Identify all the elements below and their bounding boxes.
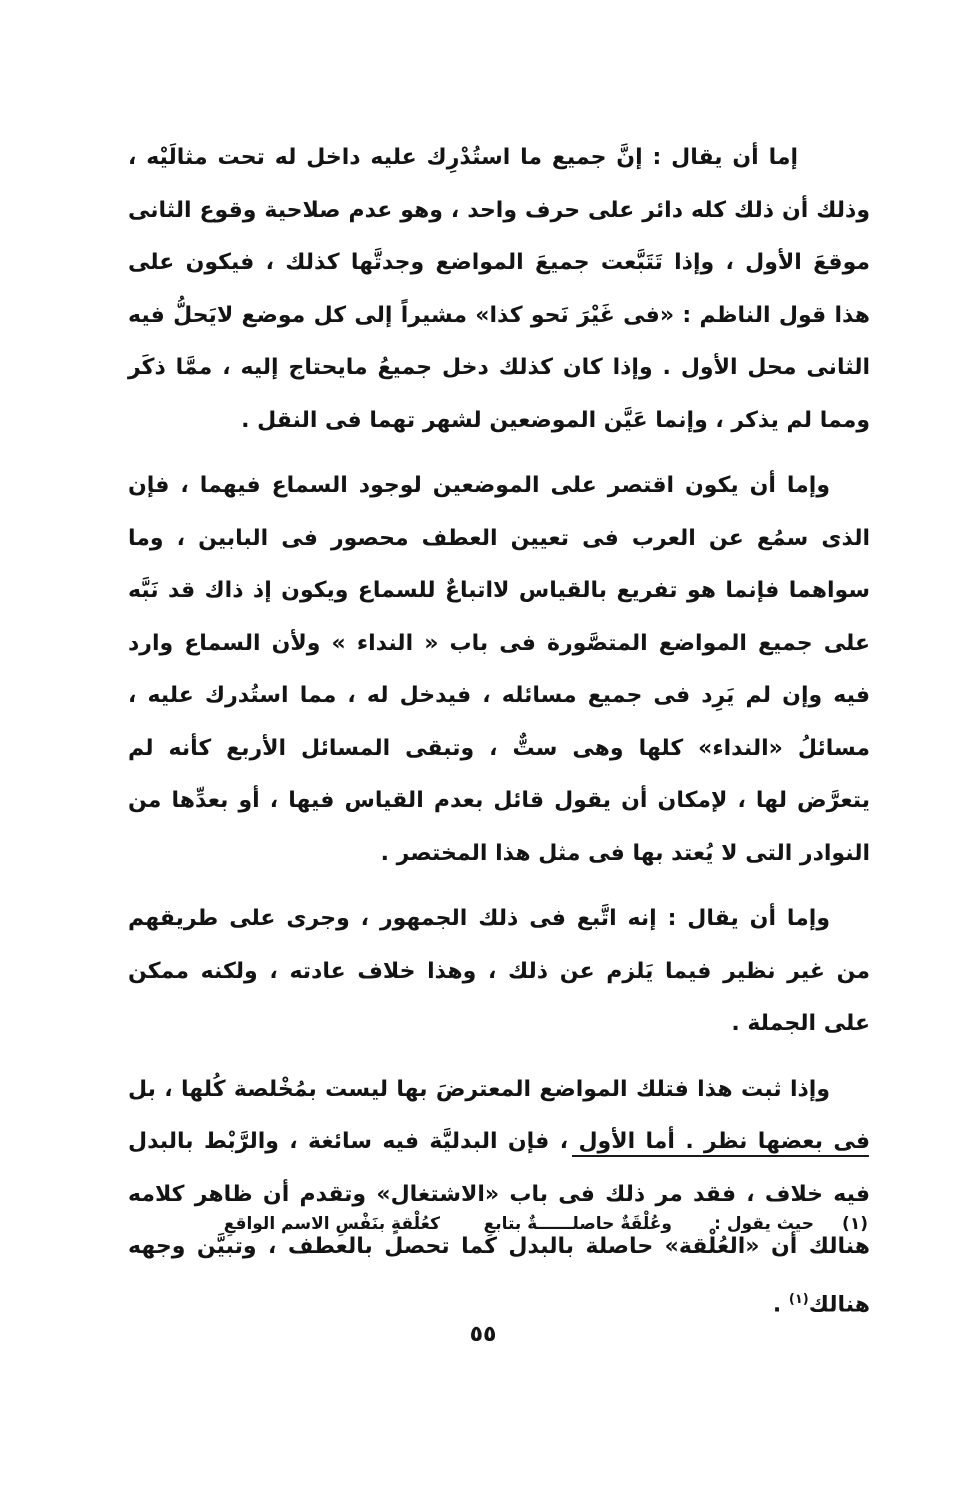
footnote-verse-second-hemistich: كعُلْقةٍ بنَفْسِ الاسم الواقعِ — [223, 1214, 440, 1234]
footnote-reference[interactable]: (١) — [788, 1291, 809, 1307]
paragraph-4-text: وإذا ثبت هذا فتلك المواضع المعترضَ بها ليست بمُخْلصة كُلها ، بل فى بعضها نظر . أما الأول ، فإن البدليَّة فيه سائغة ، والرَّبْط بالبدل فيه خلاف ، فقد مر ذلك فى باب «الاشتغال» وتقدم أن ظاهر كلامه هنالك أن «العُلْقة» حاصلة بالبدل كما تحصل بالعطف ، وتبيَّن وجهه هنالك — [128, 1076, 870, 1317]
paragraph-1: إما أن يقال : إنَّ جميع ما استُدْرِك عليه داخل له تحت مثالَيْه ، وذلك أن ذلك كله دائر على حرف واحد ، وهو عدم صلاحية وقوع الثانى موقعَ الأول ، وإذا تَتَبَّعت جميعَ المواضع وجدتَّها كذلك ، فيكون على هذا قول الناظم : «فى غَيْرَ نَحو كذا» مشيراً إلى كل موضع لايَحلُّ فيه الثانى محل الأول . وإذا كان كذلك دخل جميعُ مايحتاج إليه ، ممَّا ذكَر ومما لم يذكر ، وإنما عَيَّن الموضعين لشهر تهما فى النقل . — [128, 145, 870, 433]
paragraph-4 — [128, 1064, 870, 1332]
page-number: ٥٥ — [469, 1322, 497, 1347]
footnote — [223, 1206, 870, 1246]
paragraph-3: وإما أن يقال : إنه اتَّبع فى ذلك الجمهور ، وجرى على طريقهم من غير نظير فيما يَلزم عن ذلك ، وهذا خلاف عادته ، ولكنه ممكن على الجملة . — [128, 906, 870, 1036]
footnote-separator — [572, 1155, 869, 1157]
footnote-verse-first-hemistich: وعُلْقَةٌ حاصلــــــةٌ بتابعِ — [483, 1214, 672, 1234]
footnote-intro: حيث يقول : — [714, 1214, 814, 1234]
body-text — [128, 132, 870, 1331]
paragraph-2: وإما أن يكون اقتصر على الموضعين لوجود السماع فيهما ، فإن الذى سمُع عن العرب فى تعيين العطف محصور فى البابين ، وما سواهما فإنما هو تفريع بالقياس لااتباعٌ للسماع ويكون إذ ذاك قد نَبَّه على جميع المواضع المتصَّورة فى باب « النداء » ولأن السماع وارد فيه وإن لم يَرِد فى جميع مسائله ، فيدخل له ، مما استُدرك عليه ، مسائلُ «النداء» كلها وهى ستٌّ ، وتبقى المسائل الأربع كأنه لم يتعرَّض لها ، لإمكان أن يقول قائل بعدم القياس فيها ، أو بعدِّها من النوادر التى لا يُعتد بها فى مثل هذا المختصر . — [128, 473, 870, 866]
footnote-number: (١) — [842, 1214, 868, 1234]
paragraph-4-end: . — [772, 1291, 789, 1317]
